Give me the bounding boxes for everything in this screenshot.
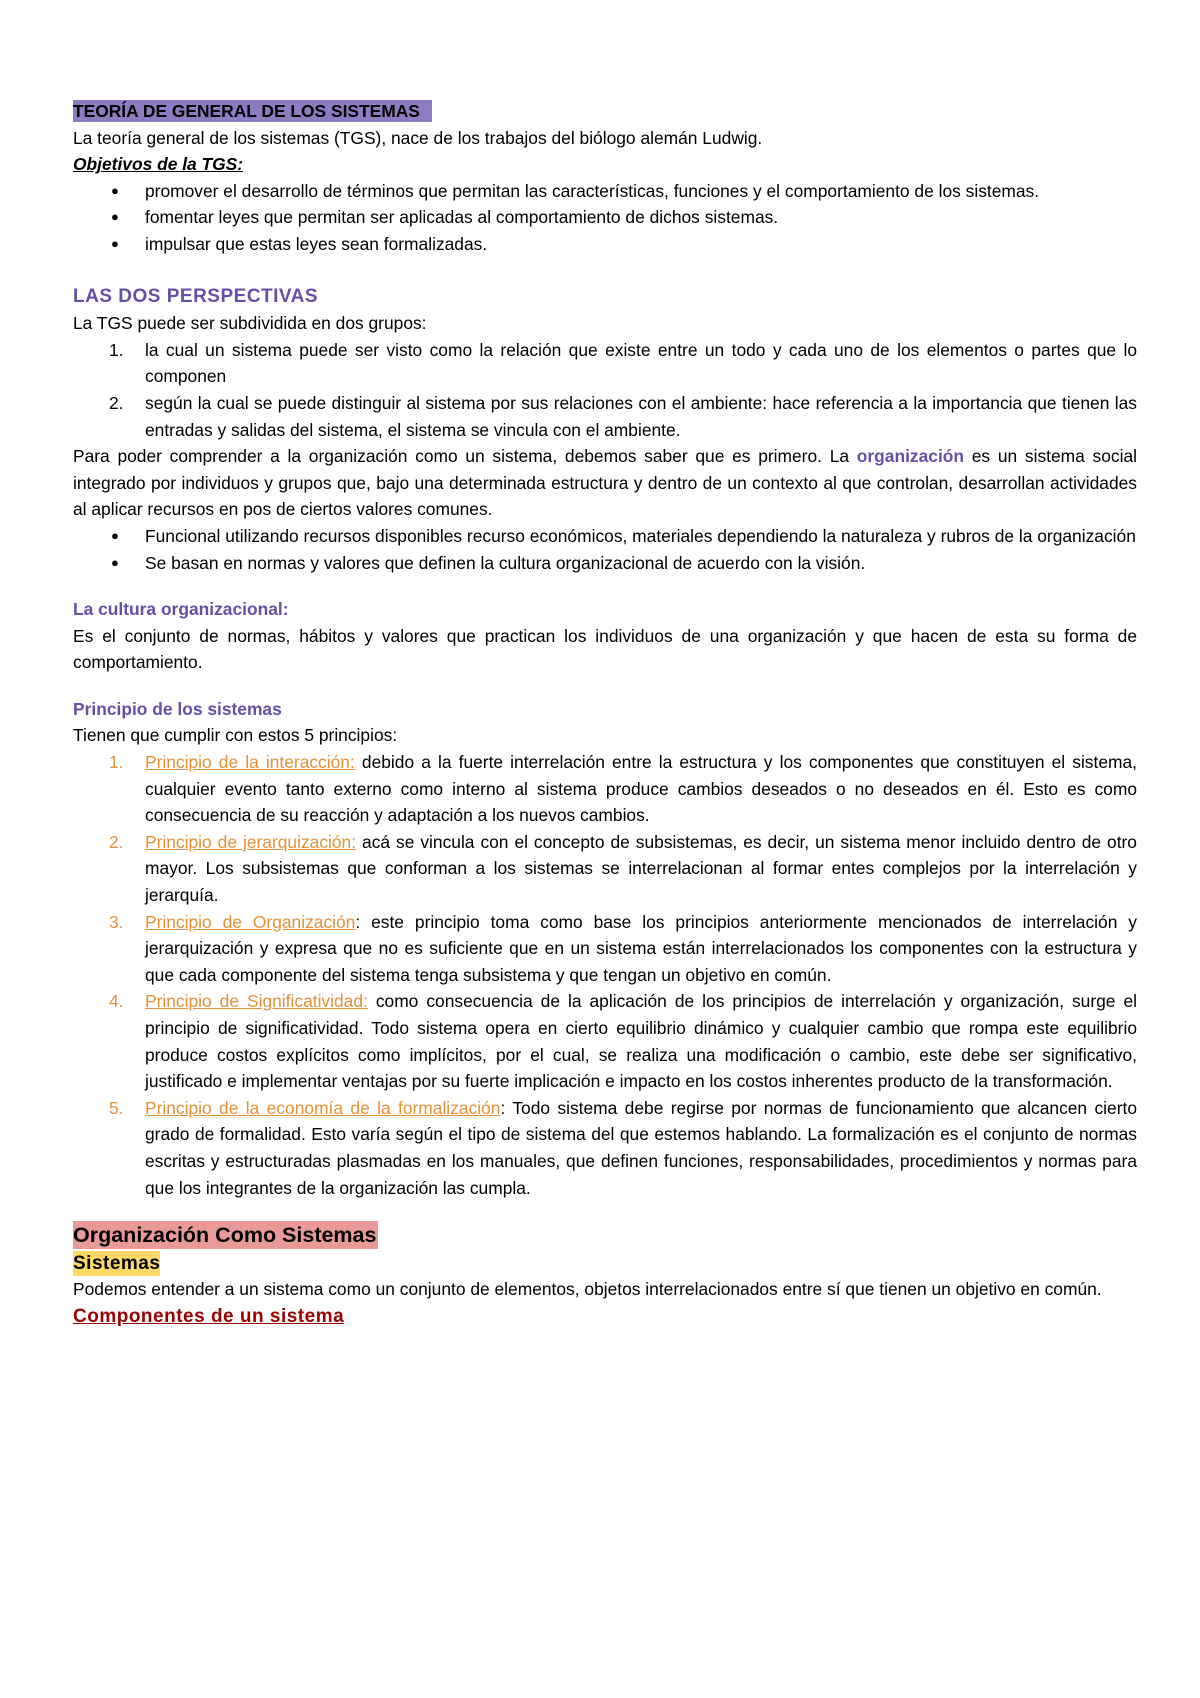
- cultura-title: La cultura organizacional:: [73, 599, 289, 620]
- list-number: 4.: [109, 991, 124, 1012]
- list-item: [73, 1095, 1137, 1201]
- principle-name: Principio de la interacción:: [145, 752, 355, 773]
- perspectivas-list: [73, 337, 1137, 443]
- principle-name: Principio de Organización: [145, 911, 356, 932]
- perspectivas-title: LAS DOS PERSPECTIVAS: [73, 285, 319, 307]
- list-number: 2.: [109, 831, 124, 852]
- cultura-section: [73, 596, 1137, 676]
- principle-text: : Todo sistema debe regirse por normas de funcionamiento que alcancen cierto grado de formalidad. Esto varía según el tipo de sistema del que estemos hablando. La formalización es el conjunto de normas escritas y estructuradas plasmadas en los manuales, que definen funciones, responsabilidades, procedimientos y normas para que los integrantes de la organización las cumpla.: [145, 1097, 1137, 1198]
- objectives-label: Objetivos de la TGS:: [73, 154, 244, 175]
- principios-intro: Tienen que cumplir con estos 5 principios:: [73, 725, 398, 746]
- principle-text: acá se vincula con el concepto de subsistemas, es decir, un sistema menor incluido dentro de otro mayor. Los subsistemas que conforman a los sistemas se interrelacionan al formar entes complejos por la interrelación y jerarquía.: [145, 831, 1137, 906]
- principle-text: como consecuencia de la aplicación de los principios de interrelación y organización, surge el principio de significatividad. Todo sistema opera en cierto equilibrio dinámico y cualquier cambio que rompa este equilibrio produce costos explícitos como implícitos, por el cual, se realiza una modificación o cambio, este debe ser significativo, justificado e implementar ventajas por su fuerte implicación e impacto en los costos inherentes producto de la transformación.: [145, 991, 1137, 1092]
- organizacion-paragraph: [73, 443, 1137, 523]
- principios-section: [73, 696, 1137, 1201]
- list-text: según la cual se puede distinguir al sistema por sus relaciones con el ambiente: hace referencia a la importancia que tienen las entradas y salidas del sistema, el sistema se vincula con el ambiente.: [145, 392, 1137, 440]
- perspectivas-bullets: [73, 523, 1137, 576]
- tgs-section: [73, 98, 1137, 258]
- list-item: ● Funcional utilizando recursos disponibles recurso económicos, materiales dependiendo la naturaleza y rubros de la organización: [73, 523, 1137, 550]
- principle-text: : este principio toma como base los principios anteriormente mencionados de interrelación y jerarquización y expresa que no es suficiente que en un sistema están interrelacionados los componentes con la estructura y que cada componente del sistema tenga subsistema y que tengan un objetivo en común.: [145, 911, 1137, 985]
- para-text: Para poder comprender a la organización como un sistema, debemos saber que es primero. La: [73, 446, 857, 467]
- list-number: 1.: [109, 339, 124, 360]
- list-item: [73, 988, 1137, 1094]
- list-item: [73, 337, 1137, 390]
- principle-name: Principio de Significatividad:: [145, 991, 368, 1012]
- organizacion-title: Organización Como Sistemas: [73, 1223, 377, 1248]
- list-number: 1.: [109, 752, 124, 773]
- sistemas-text: Podemos entender a un sistema como un conjunto de elementos, objetos interrelacionados entre sí que tienen un objetivo en común.: [73, 1279, 1102, 1300]
- sistemas-subtitle: Sistemas: [73, 1252, 161, 1274]
- tgs-title: TEORÍA DE GENERAL DE LOS SISTEMAS: [73, 100, 432, 122]
- list-item: ● promover el desarrollo de términos que permitan las características, funciones y el comportamiento de los sistemas.: [73, 178, 1137, 205]
- para-text: es un sistema social integrado por individuos y grupos que, bajo una determinada estructura y dentro de un contexto al que controlan, desarrollan actividades al aplicar recursos en pos de ciertos valores comunes.: [73, 446, 1137, 520]
- objectives-list: [73, 178, 1137, 258]
- tgs-intro: La teoría general de los sistemas (TGS), nace de los trabajos del biólogo alemán Ludwig.: [73, 127, 763, 148]
- organizacion-keyword: organización: [856, 446, 965, 467]
- document-page: [73, 98, 1137, 1331]
- organizacion-section: [73, 1221, 1137, 1330]
- list-item: [73, 829, 1137, 909]
- cultura-text: Es el conjunto de normas, hábitos y valores que practican los individuos de una organización y que hacen de esta su forma de comportamiento.: [73, 625, 1137, 673]
- list-text: la cual un sistema puede ser visto como la relación que existe entre un todo y cada uno de los elementos o partes que lo componen: [145, 339, 1137, 387]
- list-item: ● Se basan en normas y valores que definen la cultura organizacional de acuerdo con la visión.: [73, 550, 1137, 577]
- principle-name: Principio de la economía de la formalización: [145, 1097, 501, 1118]
- list-item: ● fomentar leyes que permitan ser aplicadas al comportamiento de dichos sistemas.: [73, 204, 1137, 231]
- perspectivas-intro: La TGS puede ser subdividida en dos grupos:: [73, 313, 427, 334]
- principle-text: debido a la fuerte interrelación entre la estructura y los componentes que constituyen el sistema, cualquier evento tanto externo como interno al sistema produce cambios deseados o no deseados en él. Esto es como consecuencia de su reacción y adaptación a los nuevos cambios.: [145, 752, 1137, 826]
- perspectivas-section: [73, 284, 1137, 577]
- list-item: [73, 749, 1137, 829]
- list-item: [73, 909, 1137, 989]
- componentes-heading: Componentes de un sistema: [73, 1305, 345, 1327]
- list-number: 3.: [109, 911, 124, 932]
- list-item: ● impulsar que estas leyes sean formalizadas.: [73, 231, 1137, 258]
- principle-name: Principio de jerarquización:: [145, 831, 357, 852]
- principios-title: Principio de los sistemas: [73, 698, 282, 719]
- list-item: [73, 390, 1137, 443]
- list-number: 5.: [109, 1097, 124, 1118]
- principios-list: [73, 749, 1137, 1201]
- list-number: 2.: [109, 392, 124, 413]
